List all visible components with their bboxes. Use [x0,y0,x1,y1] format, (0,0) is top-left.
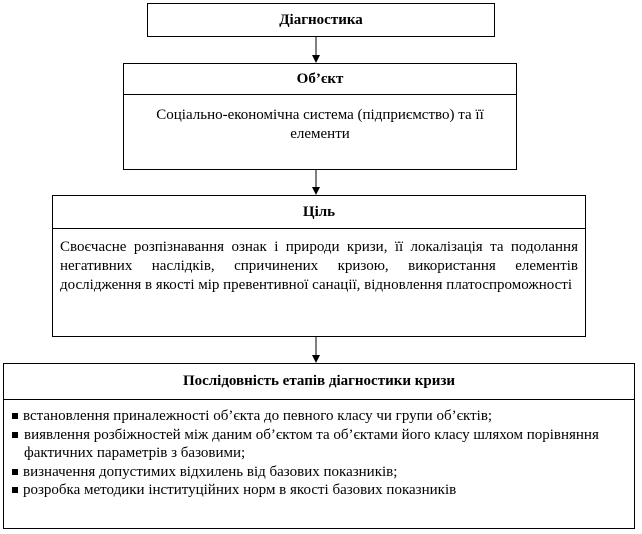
object-title: Об’єкт [124,64,516,95]
goal-description: Своєчасне розпізнавання ознак і природи кризи, її локалізація та подолання негативних наслідків, спричинених кризою, використання елементів дослідження в якості мір превентивної санації, відновлення платоспроможності [60,239,578,293]
square-bullet-icon [12,487,18,493]
diagnostics-box [147,3,495,37]
diagnostics-title: Діагностика [279,12,363,28]
square-bullet-icon [12,469,18,475]
goal-box [52,195,586,337]
list-item [12,463,626,482]
stages-list [4,400,634,500]
list-item [12,407,626,426]
square-bullet-icon [12,413,18,419]
stage-item-text: виявлення розбіжностей між даним об’єктом та об’єктами його класу шляхом порівняння фактичних параметрів з базовими; [24,426,599,461]
stage-item-text: визначення допустимих відхилень від базових показників; [23,463,398,480]
square-bullet-icon [12,432,18,438]
list-item [12,426,626,463]
stages-box [3,363,635,529]
list-item [12,481,626,500]
stages-title: Послідовність етапів діагностики кризи [4,364,634,400]
goal-title: Ціль [53,196,585,229]
object-box [123,63,517,170]
stage-item-text: встановлення приналежності об’єкта до певного класу чи групи об’єктів; [23,408,493,424]
object-description: Соціально-економічна система (підприємство) та її елементи [156,107,484,142]
stage-item-text: розробка методики інституційних норм в якості базових показників [23,482,457,498]
